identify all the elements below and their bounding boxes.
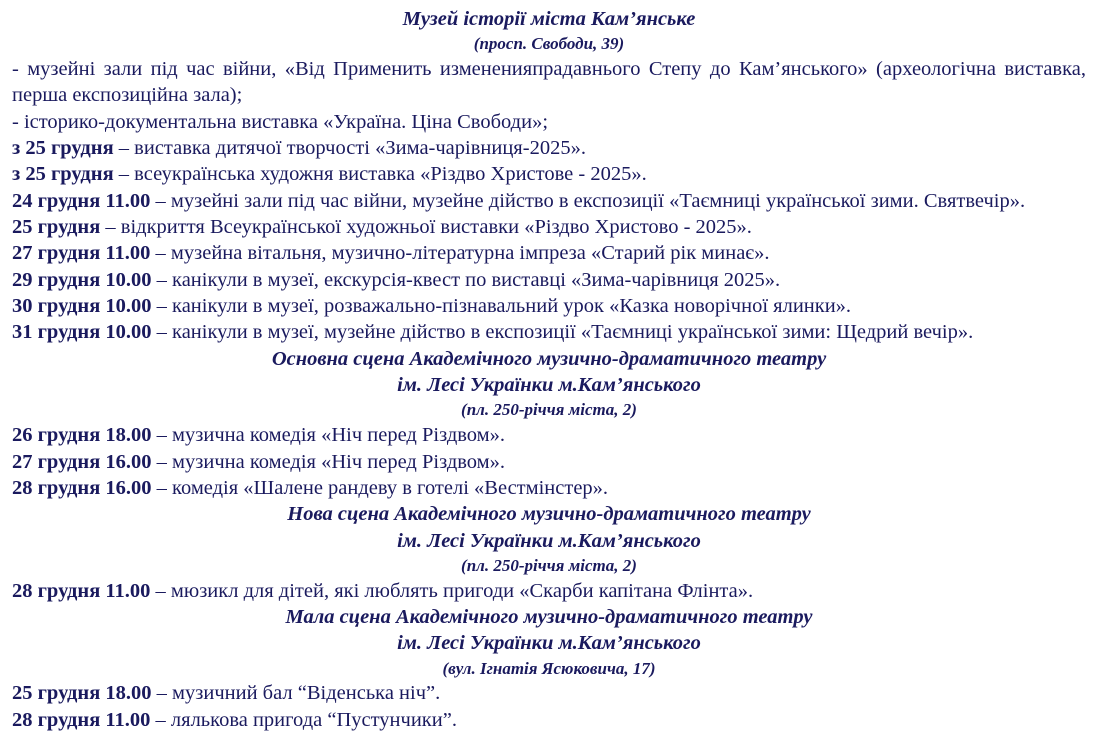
event-date: 30 грудня 10.00: [12, 295, 152, 318]
theatre-small-address: (вул. Ігнатія Ясюковича, 17): [442, 658, 656, 678]
event-text: – відкриття Всеукраїнської художньої виставки «Різдво Христово - 2025».: [100, 216, 752, 239]
event-date: 25 грудня: [12, 216, 101, 239]
museum-event-row: [12, 135, 1086, 161]
museum-intro-line-2: - історико-документальна виставка «Україна. Ціна Свободи»;: [12, 110, 549, 133]
theatre-main-address: (пл. 250-річчя міста, 2): [461, 400, 637, 420]
museum-event-row: [12, 188, 1086, 214]
theatre-main-event-row: [12, 475, 1086, 501]
event-date: 28 грудня 11.00: [12, 579, 151, 602]
theatre-main-title-line-1: Основна сцена Академічного музично-драматичного театру: [271, 347, 827, 370]
event-text: – музейна вітальня, музично-літературна імпреза «Старий рік минає».: [150, 242, 770, 265]
event-text: – комедія «Шалене рандеву в готелі «Вестмінстер».: [151, 476, 609, 499]
event-text: – музична комедія «Ніч перед Різдвом».: [151, 450, 505, 473]
event-text: – лялькова пригода “Пустунчики”.: [150, 708, 457, 731]
theatre-new-title-line-1: Нова сцена Академічного музично-драматичного театру: [287, 503, 811, 526]
theatre-small-event-row: [12, 707, 1086, 733]
theatre-main-event-row: [12, 422, 1086, 448]
museum-event-row: [12, 319, 1086, 345]
event-date: 27 грудня 11.00: [12, 242, 151, 265]
event-date: 27 грудня 16.00: [12, 450, 152, 473]
theatre-small-event-row: [12, 680, 1086, 706]
event-date: 26 грудня 18.00: [12, 424, 152, 447]
event-date: з 25 грудня: [12, 163, 114, 186]
museum-event-row: [12, 267, 1086, 293]
event-text: – мюзикл для дітей, які люблять пригоди «Скарби капітана Флінта».: [150, 579, 754, 602]
museum-event-row: [12, 240, 1086, 266]
theatre-new-address: (пл. 250-річчя міста, 2): [461, 555, 637, 575]
museum-intro-line-1: - музейні зали під час війни, «Від Применить измененияпрадавнього Степу до Кам’янського» (археологічна виставка, перша експозиційна зала);: [12, 58, 1086, 107]
theatre-small-title-line-1: Мала сцена Академічного музично-драматичного театру: [285, 605, 813, 628]
event-text: – всеукраїнська художня виставка «Різдво Христове - 2025».: [113, 163, 647, 186]
museum-address: (просп. Свободи, 39): [473, 34, 625, 54]
theatre-main-title-line-2: ім. Лесі Українки м.Кам’янського: [397, 374, 701, 397]
event-date: 25 грудня 18.00: [12, 682, 152, 705]
theatre-small-title-line-2: ім. Лесі Українки м.Кам’янського: [397, 632, 701, 655]
event-date: 28 грудня 11.00: [12, 708, 151, 731]
event-text: – канікули в музеї, екскурсія-квест по виставці «Зима-чарівниця 2025».: [151, 268, 781, 291]
museum-event-row: [12, 161, 1086, 187]
museum-event-row: [12, 214, 1086, 240]
event-text: – виставка дитячої творчості «Зима-чарівниця-2025».: [113, 137, 586, 160]
event-date: 28 грудня 16.00: [12, 476, 152, 499]
event-text: – музична комедія «Ніч перед Різдвом».: [151, 424, 505, 447]
event-text: – канікули в музеї, музейне дійство в експозиції «Таємниці української зими: Щедрий вечір».: [151, 321, 974, 344]
event-date: 29 грудня 10.00: [12, 268, 152, 291]
museum-event-row: [12, 293, 1086, 319]
theatre-main-event-row: [12, 449, 1086, 475]
event-date: з 25 грудня: [12, 137, 114, 160]
event-text: – музичний бал “Віденська ніч”.: [151, 682, 441, 705]
theatre-new-event-row: [12, 578, 1086, 604]
event-date: 31 грудня 10.00: [12, 321, 152, 344]
event-text: – музейні зали під час війни, музейне дійство в експозиції «Таємниці української зими. Святвечір».: [150, 189, 1026, 212]
event-date: 24 грудня 11.00: [12, 189, 151, 212]
event-text: – канікули в музеї, розважально-пізнавальний урок «Казка новорічної ялинки».: [151, 295, 852, 318]
theatre-new-title-line-2: ім. Лесі Українки м.Кам’янського: [397, 529, 701, 552]
museum-title: Музей історії міста Кам’янське: [402, 8, 696, 30]
